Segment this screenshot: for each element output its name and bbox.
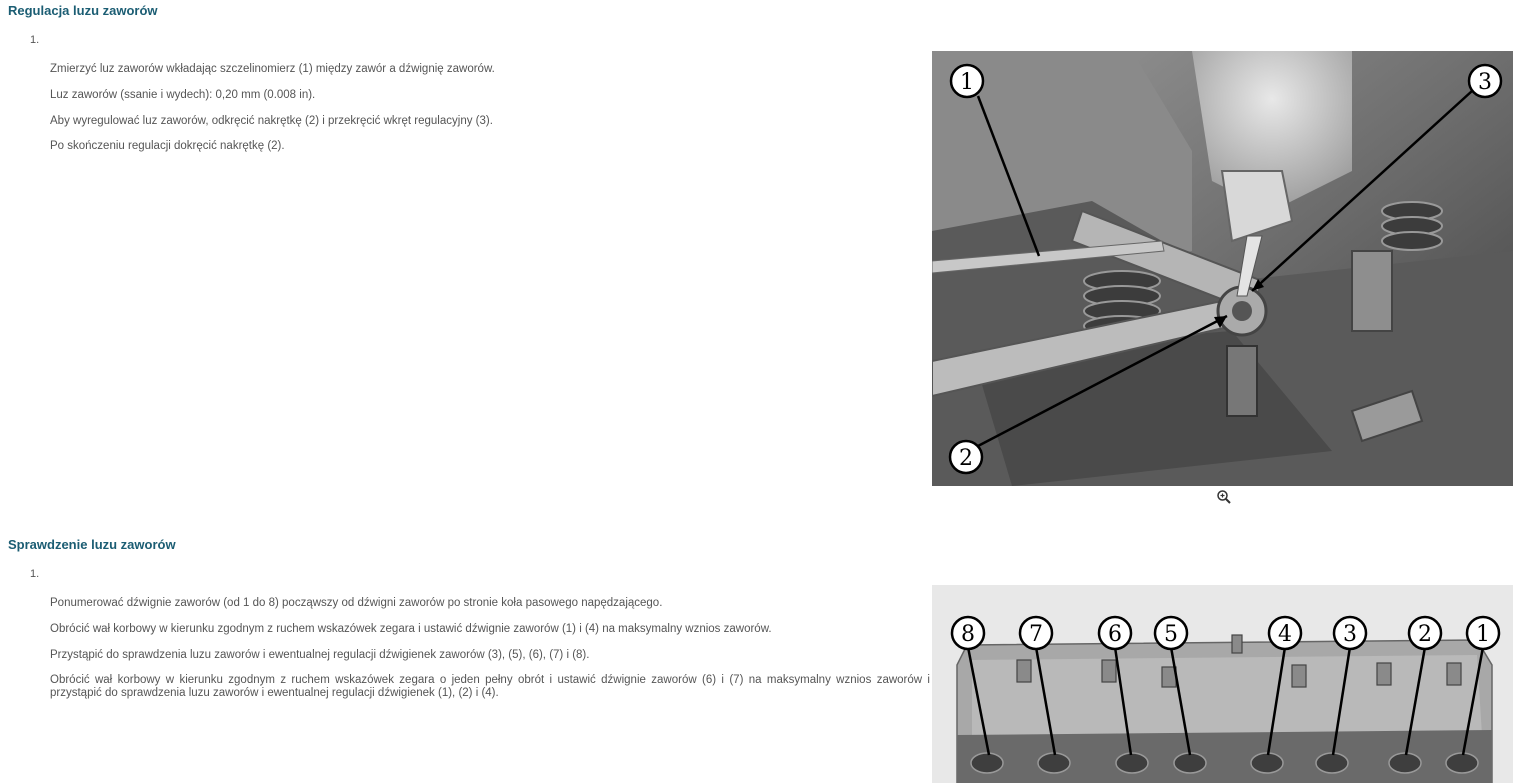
step-number: 1.	[30, 568, 40, 580]
paragraph: Ponumerować dźwignie zaworów (od 1 do 8) począwszy od dźwigni zaworów po stronie koła pasowego napędzającego.	[50, 597, 663, 609]
svg-text:5: 5	[1164, 622, 1178, 647]
callout-1	[1467, 617, 1499, 649]
callout-1	[951, 65, 983, 97]
callout-8	[952, 617, 984, 649]
valve-adjustment-photo[interactable]	[932, 51, 1513, 486]
svg-text:2: 2	[1418, 622, 1432, 647]
callout-2	[1409, 617, 1441, 649]
callout-4	[1269, 617, 1301, 649]
paragraph: Zmierzyć luz zaworów wkładając szczelinomierz (1) między zawór a dźwignię zaworów.	[50, 63, 495, 75]
svg-text:2: 2	[959, 446, 973, 471]
paragraph: Luz zaworów (ssanie i wydech): 0,20 mm (0.008 in).	[50, 89, 316, 101]
callout-2	[950, 441, 982, 473]
callout-5	[1155, 617, 1187, 649]
callout-3	[1469, 65, 1501, 97]
svg-text:1: 1	[1476, 622, 1490, 647]
svg-text:6: 6	[1108, 622, 1122, 647]
paragraph: Obrócić wał korbowy w kierunku zgodnym z ruchem wskazówek zegara o jeden pełny obrót i ustawić dźwignie zaworów (6) i (7) na maksymalny wznios zaworów i przystąpić do sprawdzenia luzu zaworów i ewentualnej regulacji dźwigienek (1), (2) i (4).	[50, 674, 930, 699]
svg-text:3: 3	[1343, 622, 1357, 647]
svg-text:1: 1	[960, 70, 974, 95]
svg-text:4: 4	[1278, 622, 1292, 647]
paragraph: Przystąpić do sprawdzenia luzu zaworów i ewentualnej regulacji dźwigienek zaworów (3), (5), (6), (7) i (8).	[50, 649, 590, 661]
section-title-valve-check: Sprawdzenie luzu zaworów	[8, 537, 176, 552]
paragraph: Aby wyregulować luz zaworów, odkręcić nakrętkę (2) i przekręcić wkręt regulacyjny (3).	[50, 115, 493, 127]
paragraph: Obrócić wał korbowy w kierunku zgodnym z ruchem wskazówek zegara i ustawić dźwignie zaworów (1) i (4) na maksymalny wznios zaworów.	[50, 623, 772, 635]
zoom-in-icon[interactable]	[1216, 489, 1232, 505]
callout-6	[1099, 617, 1131, 649]
svg-text:8: 8	[961, 622, 975, 647]
step-number: 1.	[30, 34, 40, 46]
callout-7	[1020, 617, 1052, 649]
svg-text:3: 3	[1478, 70, 1492, 95]
paragraph: Po skończeniu regulacji dokręcić nakrętkę (2).	[50, 140, 285, 152]
valve-rocker-numbering-photo[interactable]	[932, 585, 1513, 783]
svg-text:7: 7	[1029, 622, 1043, 647]
section-title-valve-adjustment: Regulacja luzu zaworów	[8, 3, 158, 18]
callout-3	[1334, 617, 1366, 649]
